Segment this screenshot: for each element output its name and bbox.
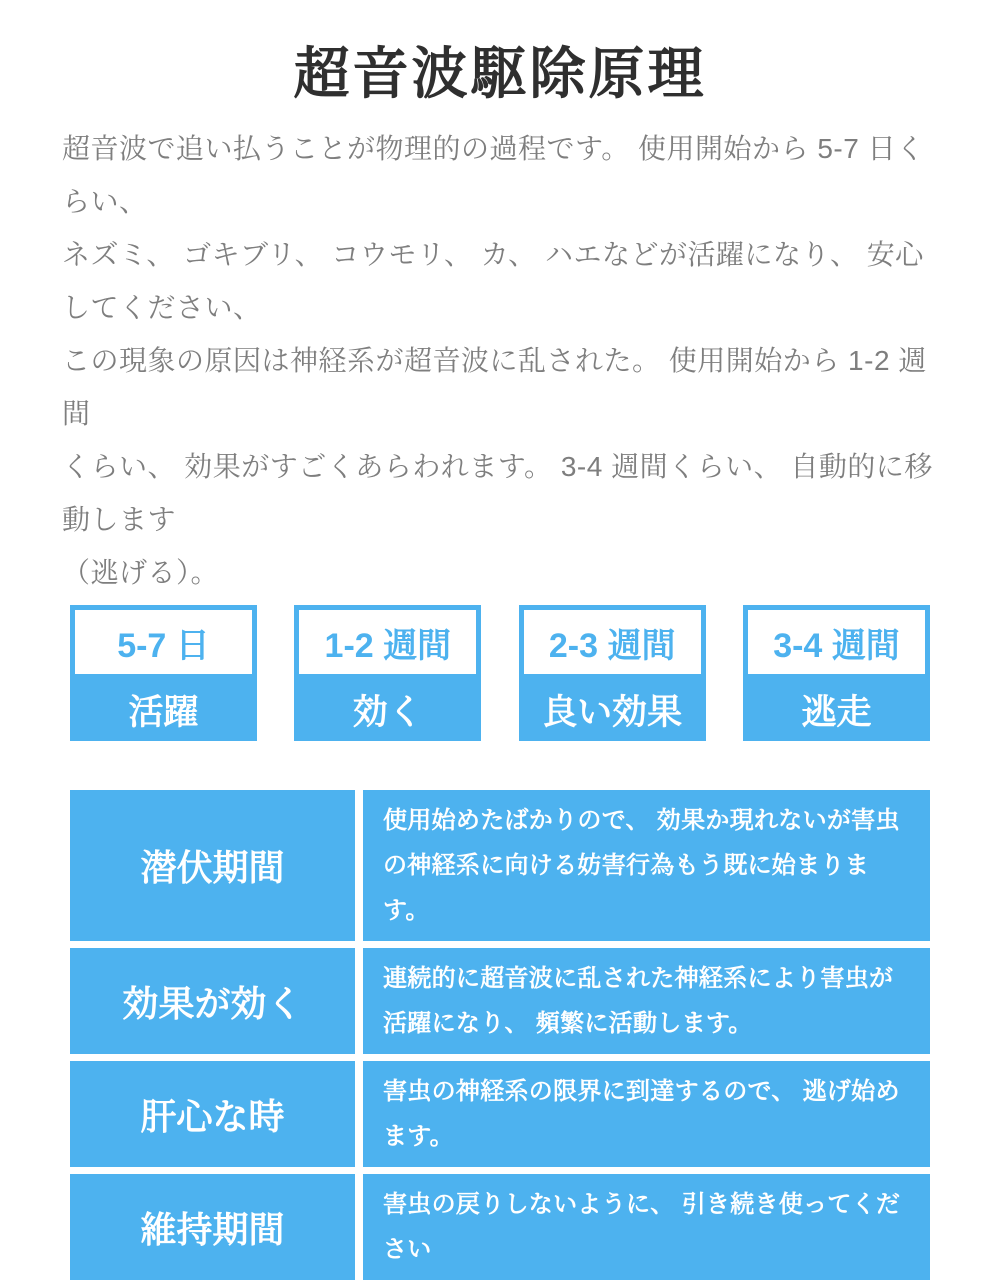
- timeline-label: 効く: [294, 679, 481, 741]
- timeline-label: 逃走: [743, 679, 930, 741]
- timeline-period: 1-2 週間: [294, 605, 481, 679]
- timeline-label: 活躍: [70, 679, 257, 741]
- timeline-card-3: [519, 605, 706, 741]
- table-row-maintain: [70, 1174, 930, 1280]
- timeline-label: 良い効果: [519, 679, 706, 741]
- phase-title: 効果が効く: [70, 948, 355, 1054]
- phase-title: 肝心な時: [70, 1061, 355, 1167]
- timeline-card-2: [294, 605, 481, 741]
- table-row-effective: [70, 948, 930, 1054]
- phase-description: 害虫の神経系の限界に到達するので、 逃げ始めます。: [363, 1061, 930, 1167]
- intro-line: （逃げる）。: [62, 557, 220, 588]
- intro-line: 超音波で追い払うことが物理的の過程です。 使用開始から 5-7 日くらい、: [62, 133, 925, 217]
- intro-line: この現象の原因は神経系が超音波に乱された。 使用開始から 1-2 週間: [62, 345, 927, 429]
- intro-paragraph: [62, 122, 940, 599]
- phase-description: 害虫の戻りしないように、 引き続き使ってください: [363, 1174, 930, 1280]
- timeline-card-row: [70, 605, 930, 741]
- intro-line: くらい、 効果がすごくあらわれます。 3-4 週間くらい、 自動的に移動します: [62, 451, 933, 535]
- timeline-period: 3-4 週間: [743, 605, 930, 679]
- phase-description: 連続的に超音波に乱された神経系により害虫が活躍になり、 頻繁に活動します。: [363, 948, 930, 1054]
- timeline-period: 2-3 週間: [519, 605, 706, 679]
- phase-table: [70, 790, 930, 1280]
- timeline-card-4: [743, 605, 930, 741]
- phase-title: 維持期間: [70, 1174, 355, 1280]
- timeline-card-1: [70, 605, 257, 741]
- phase-description: 使用始めたばかりので、 効果か現れないが害虫の神経系に向ける妨害行為もう既に始まります。: [363, 790, 930, 941]
- page-title: 超音波駆除原理: [293, 42, 707, 105]
- table-row-critical: [70, 1061, 930, 1167]
- phase-title: 潜伏期間: [70, 790, 355, 941]
- intro-line: ネズミ、 ゴキブリ、 コウモリ、 カ、 ハエなどが活躍になり、 安心してください、: [62, 239, 924, 323]
- table-row-latent: [70, 790, 930, 941]
- timeline-period: 5-7 日: [70, 605, 257, 679]
